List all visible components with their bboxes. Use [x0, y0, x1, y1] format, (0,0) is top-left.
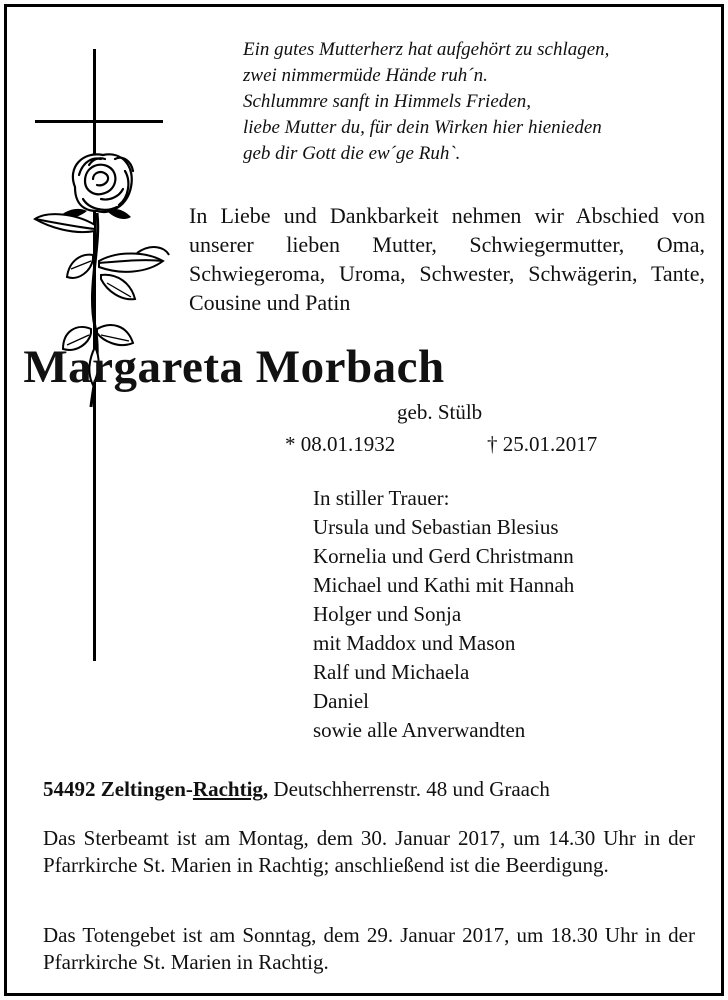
list-item: Kornelia und Gerd Christmann — [313, 544, 574, 568]
mourners-heading: In stiller Trauer: — [313, 486, 450, 510]
address-city-suffix: , — [262, 777, 269, 801]
poem-line: geb dir Gott die ew´ge Ruh`. — [243, 143, 461, 164]
address-city-underlined: Rachtig — [192, 777, 263, 801]
poem-line: Ein gutes Mutterherz hat aufgehört zu schlagen, — [243, 39, 610, 60]
birth-name: geb. Stülb — [397, 400, 483, 424]
list-item: Ralf und Michaela — [313, 660, 470, 684]
deceased-name: Margareta Morbach — [23, 341, 445, 393]
deceased-name-wrap — [0, 339, 683, 395]
address-city-prefix: 54492 Zeltingen- — [43, 777, 193, 801]
mourners-list — [313, 484, 574, 745]
death-date: † 25.01.2017 — [487, 432, 598, 456]
intro-text: In Liebe und Dankbarkeit nehmen wir Abschied von unserer lieben Mutter, Schwiegermutter, Oma, Schwiegeroma, Uroma, Schwester, Schwägerin, Tante, Cousine und Patin — [189, 203, 705, 315]
address-line — [43, 775, 550, 803]
obituary-card — [4, 4, 724, 996]
list-item: sowie alle Anverwandten — [313, 718, 526, 742]
poem-line: liebe Mutter du, für dein Wirken hier hienieden — [243, 117, 602, 138]
list-item: Holger und Sonja — [313, 602, 462, 626]
list-item: Michael und Kathi mit Hannah — [313, 573, 575, 597]
birth-date: * 08.01.1932 — [285, 432, 396, 456]
address-street: Deutschherrenstr. 48 und Graach — [268, 777, 550, 801]
prayer-notice: Das Totengebet ist am Sonntag, dem 29. Januar 2017, um 18.30 Uhr in der Pfarrkirche St. Marien in Rachtig. — [43, 923, 695, 974]
poem — [243, 37, 609, 167]
poem-line: zwei nimmermüde Hände ruh´n. — [243, 65, 488, 86]
list-item: mit Maddox und Mason — [313, 631, 516, 655]
list-item: Ursula und Sebastian Blesius — [313, 515, 559, 539]
list-item: Daniel — [313, 689, 369, 713]
poem-line: Schlummre sanft in Himmels Frieden, — [243, 91, 531, 112]
requiem-notice: Das Sterbeamt ist am Montag, dem 30. Januar 2017, um 14.30 Uhr in der Pfarrkirche St. Marien in Rachtig; anschließend ist die Beerdigung. — [43, 826, 695, 877]
